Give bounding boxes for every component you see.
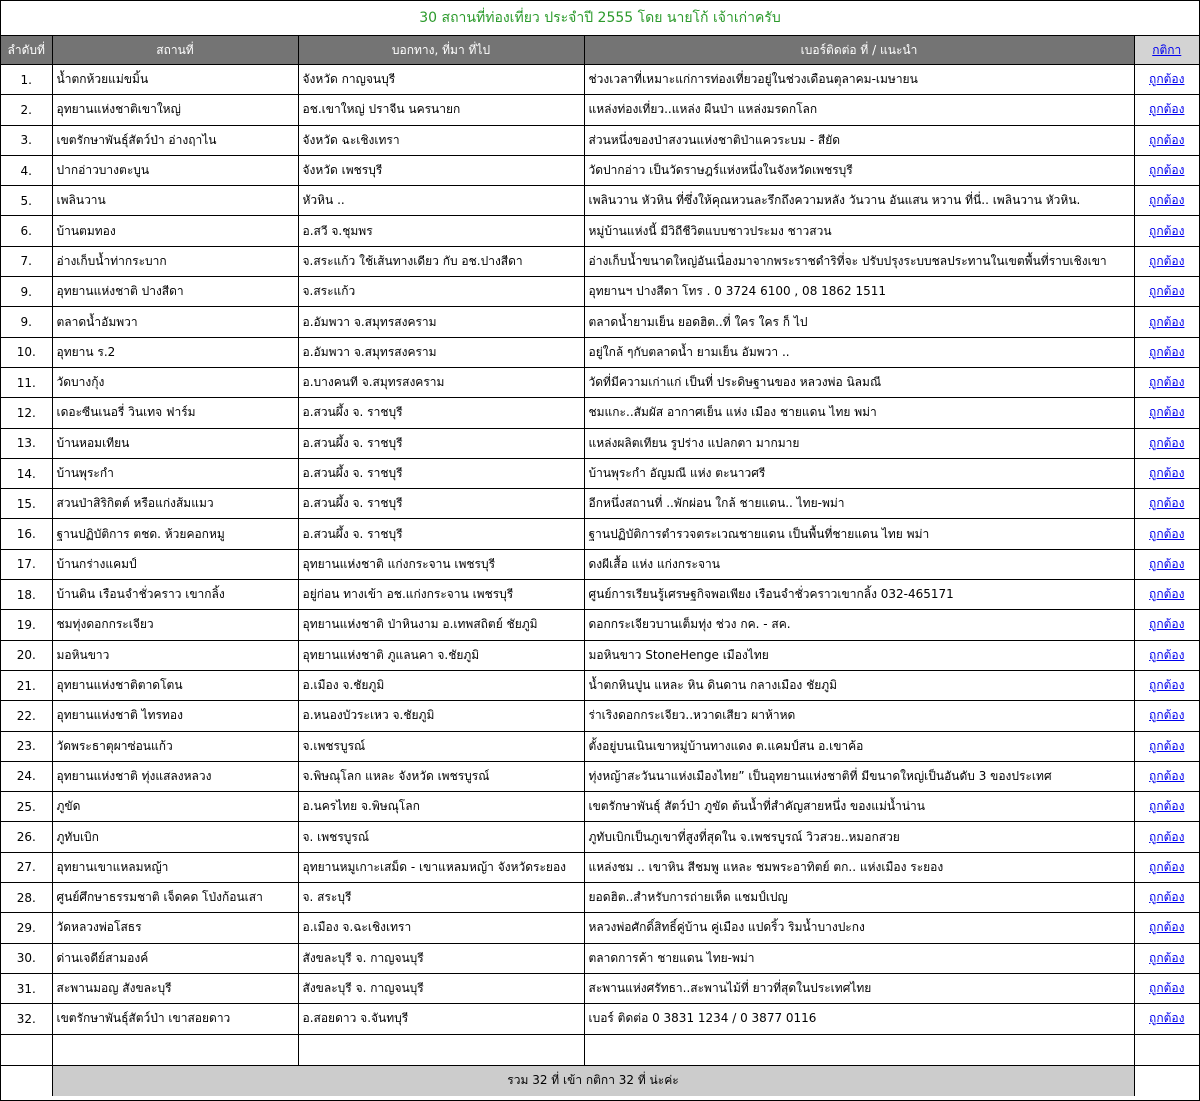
row-index: 5. bbox=[1, 186, 52, 216]
table-row bbox=[1, 155, 1199, 185]
rule-status-link[interactable]: ถูกต้อง bbox=[1134, 125, 1199, 155]
place-name: บ้านกร่างแคมป์ bbox=[52, 549, 298, 579]
place-name: อุทยาน ร.2 bbox=[52, 337, 298, 367]
rule-status-link[interactable]: ถูกต้อง bbox=[1134, 337, 1199, 367]
place-name: บ้านตมทอง bbox=[52, 216, 298, 246]
place-name: อุทยานเขาแหลมหญ้า bbox=[52, 852, 298, 882]
place-name: อุทยานแห่งชาติ ปางสีดา bbox=[52, 277, 298, 307]
row-index: 1. bbox=[1, 65, 52, 95]
rule-status-link[interactable]: ถูกต้อง bbox=[1134, 155, 1199, 185]
rule-status-link[interactable]: ถูกต้อง bbox=[1134, 216, 1199, 246]
place-name: วัดบางกุ้ง bbox=[52, 367, 298, 397]
direction-text: อ.สวนผึ้ง จ. ราชบุรี bbox=[298, 398, 584, 428]
table-row bbox=[1, 95, 1199, 125]
row-index: 17. bbox=[1, 549, 52, 579]
direction-text: อ.เมือง จ.ฉะเชิงเทรา bbox=[298, 913, 584, 943]
table-row bbox=[1, 398, 1199, 428]
col-header-rule-link[interactable]: กติกา bbox=[1134, 36, 1199, 65]
place-name: ภูขัด bbox=[52, 792, 298, 822]
direction-text: อ.สวนผึ้ง จ. ราชบุรี bbox=[298, 489, 584, 519]
row-index: 9. bbox=[1, 277, 52, 307]
contact-text: หมู่บ้านแห่งนี้ มีวิถีชีวิตแบบชาวประมง ชาวสวน bbox=[584, 216, 1134, 246]
direction-text: อ.สวนผึ้ง จ. ราชบุรี bbox=[298, 428, 584, 458]
place-name: สวนป่าสิริกิตต์ หรือแก่งส้มแมว bbox=[52, 489, 298, 519]
table-row bbox=[1, 701, 1199, 731]
place-name: ด่านเจดีย์สามองค์ bbox=[52, 943, 298, 973]
row-index: 31. bbox=[1, 973, 52, 1003]
rule-status-link[interactable]: ถูกต้อง bbox=[1134, 731, 1199, 761]
contact-text: ตั้งอยู่บนเนินเขาหมู่บ้านทางแดง ต.แคมป์สน อ.เขาค้อ bbox=[584, 731, 1134, 761]
table-row bbox=[1, 640, 1199, 670]
direction-text: อ.สอยดาว จ.จันทบุรี bbox=[298, 1004, 584, 1034]
row-index: 25. bbox=[1, 792, 52, 822]
rule-status-link[interactable]: ถูกต้อง bbox=[1134, 580, 1199, 610]
rule-status-link[interactable]: ถูกต้อง bbox=[1134, 610, 1199, 640]
row-index: 7. bbox=[1, 246, 52, 276]
row-index: 15. bbox=[1, 489, 52, 519]
table-row bbox=[1, 580, 1199, 610]
row-index: 12. bbox=[1, 398, 52, 428]
place-name: วัดพระธาตุผาซ่อนแก้ว bbox=[52, 731, 298, 761]
rule-status-link[interactable]: ถูกต้อง bbox=[1134, 670, 1199, 700]
table-row bbox=[1, 973, 1199, 1003]
rule-status-link[interactable]: ถูกต้อง bbox=[1134, 307, 1199, 337]
place-name: มอหินขาว bbox=[52, 640, 298, 670]
place-name: ฐานปฏิบัติการ ตชด. ห้วยคอกหมู bbox=[52, 519, 298, 549]
table-row bbox=[1, 610, 1199, 640]
rule-status-link[interactable]: ถูกต้อง bbox=[1134, 186, 1199, 216]
direction-text: อ.สวี จ.ชุมพร bbox=[298, 216, 584, 246]
direction-text: อ.หนองบัวระเหว จ.ชัยภูมิ bbox=[298, 701, 584, 731]
table-row bbox=[1, 913, 1199, 943]
contact-text: เบอร์ ติดต่อ 0 3831 1234 / 0 3877 0116 bbox=[584, 1004, 1134, 1034]
contact-text: ฐานปฏิบัติการตำรวจตระเวณชายแดน เป็นพื้นที่ชายแดน ไทย พม่า bbox=[584, 519, 1134, 549]
contact-text: ทุ่งหญ้าสะวันนาแห่งเมืองไทย” เป็นอุทยานแห่งชาติที่ มีขนาดใหญ่เป็นอันดับ 3 ของประเทศ bbox=[584, 761, 1134, 791]
contact-text: ภูทับเบิกเป็นภูเขาที่สูงที่สุดใน จ.เพชรบูรณ์ วิวสวย..หมอกสวย bbox=[584, 822, 1134, 852]
table-row bbox=[1, 731, 1199, 761]
rule-status-link[interactable]: ถูกต้อง bbox=[1134, 489, 1199, 519]
contact-text: ดงผีเสื้อ แห่ง แก่งกระจาน bbox=[584, 549, 1134, 579]
row-index: 30. bbox=[1, 943, 52, 973]
rule-status-link[interactable]: ถูกต้อง bbox=[1134, 519, 1199, 549]
contact-text: ชมแกะ..สัมผัส อากาศเย็น แห่ง เมือง ชายแดน ไทย พม่า bbox=[584, 398, 1134, 428]
row-index: 2. bbox=[1, 95, 52, 125]
table-row bbox=[1, 307, 1199, 337]
table-row bbox=[1, 822, 1199, 852]
contact-text: สะพานแห่งศรัทธา..สะพานไม้ที่ ยาวที่สุดในประเทศไทย bbox=[584, 973, 1134, 1003]
rule-status-link[interactable]: ถูกต้อง bbox=[1134, 973, 1199, 1003]
place-name: บ้านดิน เรือนจำชั่วคราว เขากลิ้ง bbox=[52, 580, 298, 610]
table-row bbox=[1, 761, 1199, 791]
direction-text: จังหวัด ฉะเชิงเทรา bbox=[298, 125, 584, 155]
places-table bbox=[1, 36, 1199, 1096]
place-name: อุทยานแห่งชาติ ทุ่งแสลงหลวง bbox=[52, 761, 298, 791]
row-index: 20. bbox=[1, 640, 52, 670]
contact-text: ช่วงเวลาที่เหมาะแก่การท่องเที่ยวอยู่ในช่วงเดือนตุลาคม-เมษายน bbox=[584, 65, 1134, 95]
table-row bbox=[1, 216, 1199, 246]
summary-row bbox=[1, 1065, 1199, 1096]
table-row bbox=[1, 852, 1199, 882]
table-row bbox=[1, 458, 1199, 488]
place-name: บ้านพุระกำ bbox=[52, 458, 298, 488]
col-header-contact: เบอร์ติดต่อ ที่ / แนะนำ bbox=[584, 36, 1134, 65]
blank-cell bbox=[1, 1034, 52, 1065]
row-index: 29. bbox=[1, 913, 52, 943]
place-name: อุทยานแห่งชาติเขาใหญ่ bbox=[52, 95, 298, 125]
table-row bbox=[1, 549, 1199, 579]
direction-text: จ.เพชรบูรณ์ bbox=[298, 731, 584, 761]
row-index: 23. bbox=[1, 731, 52, 761]
contact-text: ศูนย์การเรียนรู้เศรษฐกิจพอเพียง เรือนจำชั่วคราวเขากลิ้ง 032-465171 bbox=[584, 580, 1134, 610]
row-index: 26. bbox=[1, 822, 52, 852]
contact-text: อยู่ใกล้ ๆกับตลาดน้ำ ยามเย็น อัมพวา .. bbox=[584, 337, 1134, 367]
rule-status-link[interactable]: ถูกต้อง bbox=[1134, 398, 1199, 428]
contact-text: ร่าเริงดอกกระเจียว..หวาดเสียว ผาห้าหด bbox=[584, 701, 1134, 731]
contact-text: อุทยานฯ ปางสีดา โทร . 0 3724 6100 , 08 1862 1511 bbox=[584, 277, 1134, 307]
row-index: 24. bbox=[1, 761, 52, 791]
page-title: 30 สถานที่ท่องเที่ยว ประจำปี 2555 โดย นายโก้ เจ้าเก่าครับ bbox=[1, 1, 1199, 36]
place-name: เดอะซีนเนอรี่ วินเทจ ฟาร์ม bbox=[52, 398, 298, 428]
place-name: น้ำตกห้วยแม่ขมิ้น bbox=[52, 65, 298, 95]
row-index: 32. bbox=[1, 1004, 52, 1034]
contact-text: เพลินวาน หัวหิน ที่ซึ่งให้คุณหวนละรึกถึงความหลัง วันวาน อันแสน หวาน ที่นี่.. เพลินวาน หัวหิน. bbox=[584, 186, 1134, 216]
table-row bbox=[1, 337, 1199, 367]
row-index: 22. bbox=[1, 701, 52, 731]
blank-cell bbox=[1134, 1034, 1199, 1065]
blank-cell bbox=[584, 1034, 1134, 1065]
rule-status-link[interactable]: ถูกต้อง bbox=[1134, 701, 1199, 731]
row-index: 13. bbox=[1, 428, 52, 458]
row-index: 11. bbox=[1, 367, 52, 397]
place-name: อุทยานแห่งชาติ ไทรทอง bbox=[52, 701, 298, 731]
rule-status-link[interactable]: ถูกต้อง bbox=[1134, 65, 1199, 95]
table-row bbox=[1, 65, 1199, 95]
table-row bbox=[1, 367, 1199, 397]
blank-cell bbox=[298, 1034, 584, 1065]
row-index: 28. bbox=[1, 883, 52, 913]
rule-status-link[interactable]: ถูกต้อง bbox=[1134, 792, 1199, 822]
place-name: เขตรักษาพันธุ์สัตว์ป่า เขาสอยดาว bbox=[52, 1004, 298, 1034]
contact-text: แหล่งชม .. เขาหิน สีชมพู แหละ ชมพระอาทิตย์ ตก.. แห่งเมือง ระยอง bbox=[584, 852, 1134, 882]
direction-text: อุทยานแห่งชาติ ภูแลนคา จ.ชัยภูมิ bbox=[298, 640, 584, 670]
rule-status-link[interactable]: ถูกต้อง bbox=[1134, 852, 1199, 882]
table-row bbox=[1, 1004, 1199, 1034]
row-index: 21. bbox=[1, 670, 52, 700]
direction-text: จ.พิษณุโลก แหละ จังหวัด เพชรบูรณ์ bbox=[298, 761, 584, 791]
place-name: วัดหลวงพ่อโสธร bbox=[52, 913, 298, 943]
table-row bbox=[1, 125, 1199, 155]
direction-text: สังขละบุรี จ. กาญจนบุรี bbox=[298, 943, 584, 973]
place-name: สะพานมอญ สังขละบุรี bbox=[52, 973, 298, 1003]
direction-text: หัวหิน .. bbox=[298, 186, 584, 216]
direction-text: อุทยานแห่งชาติ ป่าหินงาม อ.เทพสถิตย์ ชัยภูมิ bbox=[298, 610, 584, 640]
contact-text: ยอดฮิต..สำหรับการถ่ายเห็ด แชมป์เปญ bbox=[584, 883, 1134, 913]
table-row bbox=[1, 277, 1199, 307]
rule-status-link[interactable]: ถูกต้อง bbox=[1134, 428, 1199, 458]
place-name: บ้านหอมเทียน bbox=[52, 428, 298, 458]
table-row bbox=[1, 519, 1199, 549]
rule-status-link[interactable]: ถูกต้อง bbox=[1134, 1004, 1199, 1034]
rule-status-link[interactable]: ถูกต้อง bbox=[1134, 883, 1199, 913]
col-header-index: ลำดับที่ bbox=[1, 36, 52, 65]
contact-text: แหล่งผลิตเทียน รูปร่าง แปลกตา มากมาย bbox=[584, 428, 1134, 458]
table-row bbox=[1, 186, 1199, 216]
direction-text: อุทยานแห่งชาติ แก่งกระจาน เพชรบุรี bbox=[298, 549, 584, 579]
contact-text: อ่างเก็บน้ำขนาดใหญ่อันเนื่องมาจากพระราชดำริที่จะ ปรับปรุงระบบชลประทานในเขตพื้นที่ราบเชิงเขา bbox=[584, 246, 1134, 276]
place-name: ตลาดน้ำอัมพวา bbox=[52, 307, 298, 337]
direction-text: จ. สระบุรี bbox=[298, 883, 584, 913]
table-row bbox=[1, 792, 1199, 822]
place-name: ภูทับเบิก bbox=[52, 822, 298, 852]
contact-text: ตลาดการค้า ชายแดน ไทย-พม่า bbox=[584, 943, 1134, 973]
row-index: 9. bbox=[1, 307, 52, 337]
direction-text: อ.สวนผึ้ง จ. ราชบุรี bbox=[298, 458, 584, 488]
rule-status-link[interactable]: ถูกต้อง bbox=[1134, 246, 1199, 276]
table-body bbox=[1, 65, 1199, 1035]
blank-cell bbox=[1134, 1065, 1199, 1096]
direction-text: อยู่ก่อน ทางเข้า อช.แก่งกระจาน เพชรบุรี bbox=[298, 580, 584, 610]
direction-text: จังหวัด กาญจนบุรี bbox=[298, 65, 584, 95]
contact-text: หลวงพ่อศักดิ์สิทธิ์คู่บ้าน คู่เมือง แปดริ้ว ริมน้ำบางปะกง bbox=[584, 913, 1134, 943]
place-name: เขตรักษาพันธุ์สัตว์ป่า อ่างฤาไน bbox=[52, 125, 298, 155]
contact-text: อีกหนึ่งสถานที่ ..พักผ่อน ใกล้ ชายแดน.. ไทย-พม่า bbox=[584, 489, 1134, 519]
contact-text: วัดปากอ่าว เป็นวัดราษฎร์แห่งหนึ่งในจังหวัดเพชรบุรี bbox=[584, 155, 1134, 185]
row-index: 16. bbox=[1, 519, 52, 549]
place-name: เพลินวาน bbox=[52, 186, 298, 216]
rule-status-link[interactable]: ถูกต้อง bbox=[1134, 822, 1199, 852]
rule-status-link[interactable]: ถูกต้อง bbox=[1134, 943, 1199, 973]
direction-text: อ.นครไทย จ.พิษณุโลก bbox=[298, 792, 584, 822]
direction-text: อุทยานหมูเกาะเสม็ด - เขาแหลมหญ้า จังหวัดระยอง bbox=[298, 852, 584, 882]
rule-status-link[interactable]: ถูกต้อง bbox=[1134, 95, 1199, 125]
rule-status-link[interactable]: ถูกต้อง bbox=[1134, 761, 1199, 791]
direction-text: จ. เพชรบูรณ์ bbox=[298, 822, 584, 852]
contact-text: ส่วนหนึ่งของป่าสงวนแห่งชาติป่าแควระบม - สียัด bbox=[584, 125, 1134, 155]
direction-text: อ.สวนผึ้ง จ. ราชบุรี bbox=[298, 519, 584, 549]
contact-text: มอหินขาว StoneHenge เมืองไทย bbox=[584, 640, 1134, 670]
rule-status-link[interactable]: ถูกต้อง bbox=[1134, 367, 1199, 397]
contact-text: น้ำตกหินปูน แหละ หิน ดินดาน กลางเมือง ชัยภูมิ bbox=[584, 670, 1134, 700]
col-header-direction: บอกทาง, ที่มา ที่ไป bbox=[298, 36, 584, 65]
blank-cell bbox=[1, 1065, 52, 1096]
rule-status-link[interactable]: ถูกต้อง bbox=[1134, 913, 1199, 943]
header-row bbox=[1, 36, 1199, 65]
direction-text: จ.สระแก้ว bbox=[298, 277, 584, 307]
place-name: อ่างเก็บน้ำท่ากระบาก bbox=[52, 246, 298, 276]
direction-text: สังขละบุรี จ. กาญจนบุรี bbox=[298, 973, 584, 1003]
row-index: 6. bbox=[1, 216, 52, 246]
row-index: 18. bbox=[1, 580, 52, 610]
table-row bbox=[1, 670, 1199, 700]
table-row bbox=[1, 246, 1199, 276]
contact-text: เขตรักษาพันธุ์ สัตว์ป่า ภูขัด ต้นน้ำที่สำคัญสายหนึ่ง ของแม่น้ำน่าน bbox=[584, 792, 1134, 822]
rule-status-link[interactable]: ถูกต้อง bbox=[1134, 549, 1199, 579]
blank-cell bbox=[52, 1034, 298, 1065]
col-header-place: สถานที่ bbox=[52, 36, 298, 65]
direction-text: อ.อัมพวา จ.สมุทรสงคราม bbox=[298, 307, 584, 337]
place-name: ศูนย์ศึกษาธรรมชาติ เจ็ดคด โป่งก้อนเสา bbox=[52, 883, 298, 913]
direction-text: อ.อัมพวา จ.สมุทรสงคราม bbox=[298, 337, 584, 367]
place-name: ปากอ่าวบางตะบูน bbox=[52, 155, 298, 185]
contact-text: บ้านพุระกำ อัญมณี แห่ง ตะนาวศรี bbox=[584, 458, 1134, 488]
table-row bbox=[1, 428, 1199, 458]
direction-text: อ.เมือง จ.ชัยภูมิ bbox=[298, 670, 584, 700]
contact-text: ดอกกระเจียวบานเต็มทุ่ง ช่วง กค. - สค. bbox=[584, 610, 1134, 640]
direction-text: อช.เขาใหญ่ ปราจีน นครนายก bbox=[298, 95, 584, 125]
contact-text: แหล่งท่องเที่ยว..แหล่ง ผืนป่า แหล่งมรดกโลก bbox=[584, 95, 1134, 125]
row-index: 19. bbox=[1, 610, 52, 640]
blank-row bbox=[1, 1034, 1199, 1065]
contact-text: ตลาดน้ำยามเย็น ยอดฮิต..ที่ ใคร ใคร ก็ ไป bbox=[584, 307, 1134, 337]
row-index: 10. bbox=[1, 337, 52, 367]
place-name: อุทยานแห่งชาติตาดโตน bbox=[52, 670, 298, 700]
direction-text: จังหวัด เพชรบุรี bbox=[298, 155, 584, 185]
row-index: 4. bbox=[1, 155, 52, 185]
rule-status-link[interactable]: ถูกต้อง bbox=[1134, 458, 1199, 488]
direction-text: อ.บางคนที จ.สมุทรสงคราม bbox=[298, 367, 584, 397]
table-row bbox=[1, 883, 1199, 913]
row-index: 3. bbox=[1, 125, 52, 155]
contact-text: วัดที่มีความเก่าแก่ เป็นที่ ประดิษฐานของ หลวงพ่อ นิลมณี bbox=[584, 367, 1134, 397]
rule-status-link[interactable]: ถูกต้อง bbox=[1134, 277, 1199, 307]
table-row bbox=[1, 489, 1199, 519]
row-index: 14. bbox=[1, 458, 52, 488]
summary-text: รวม 32 ที่ เข้า กติกา 32 ที่ น่ะค่ะ bbox=[52, 1065, 1134, 1096]
table-row bbox=[1, 943, 1199, 973]
place-name: ชมทุ่งดอกกระเจียว bbox=[52, 610, 298, 640]
direction-text: จ.สระแก้ว ใช้เส้นทางเดียว กับ อช.ปางสีดา bbox=[298, 246, 584, 276]
row-index: 27. bbox=[1, 852, 52, 882]
rule-status-link[interactable]: ถูกต้อง bbox=[1134, 640, 1199, 670]
